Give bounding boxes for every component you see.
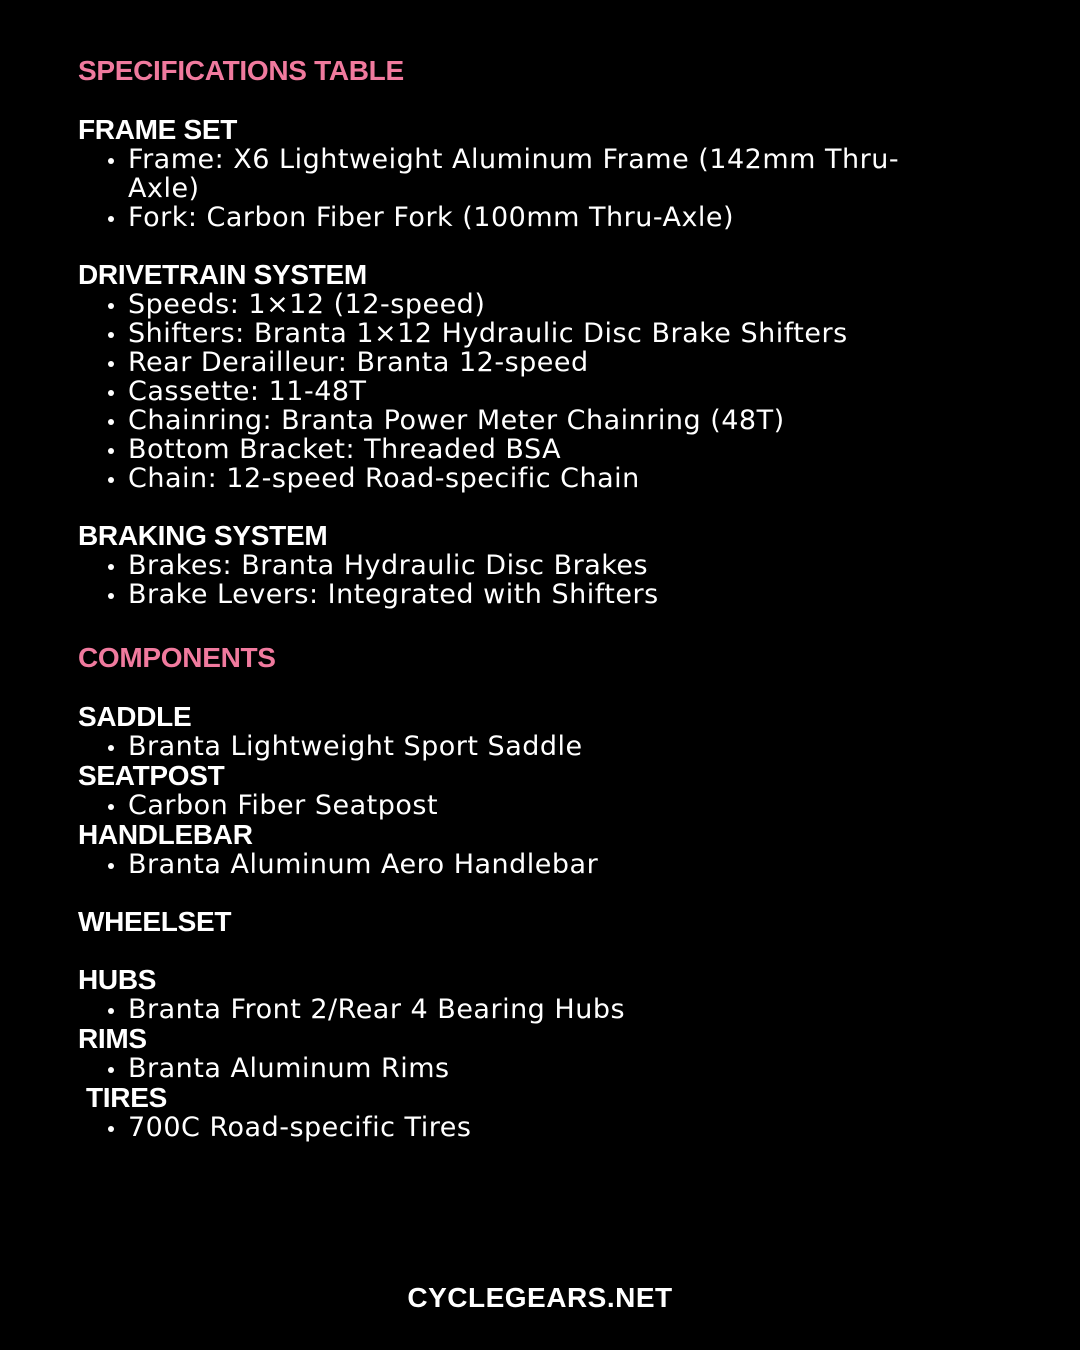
list-item: Carbon Fiber Seatpost — [78, 791, 908, 820]
braking-heading: BRAKING SYSTEM — [78, 520, 328, 551]
drivetrain-heading: DRIVETRAIN SYSTEM — [78, 259, 367, 290]
list-item: Brake Levers: Integrated with Shifters — [78, 580, 908, 609]
list-item: Fork: Carbon Fiber Fork (100mm Thru-Axle) — [78, 203, 908, 232]
hubs-heading: HUBS — [78, 964, 157, 995]
website-footer: CYCLEGEARS.NET — [407, 1282, 673, 1313]
spacer — [78, 879, 978, 907]
braking-list — [78, 551, 978, 609]
saddle-heading: SADDLE — [78, 701, 192, 732]
list-item: Shifters: Branta 1×12 Hydraulic Disc Brake Shifters — [78, 319, 908, 348]
handlebar-heading: HANDLEBAR — [78, 819, 253, 850]
list-item: 700C Road-specific Tires — [78, 1113, 908, 1142]
list-item: Chain: 12-speed Road-specific Chain — [78, 464, 908, 493]
wheelset-heading: WHEELSET — [78, 906, 232, 937]
list-item: Rear Derailleur: Branta 12-speed — [78, 348, 908, 377]
hubs-list — [78, 995, 978, 1024]
list-item: Brakes: Branta Hydraulic Disc Brakes — [78, 551, 908, 580]
spacer — [78, 937, 978, 965]
list-item: Branta Lightweight Sport Saddle — [78, 732, 908, 761]
list-item: Speeds: 1×12 (12-speed) — [78, 290, 908, 319]
list-item: Bottom Bracket: Threaded BSA — [78, 435, 908, 464]
spacer — [78, 609, 978, 642]
tires-heading: TIRES — [86, 1082, 167, 1113]
list-item: Chainring: Branta Power Meter Chainring (48T) — [78, 406, 908, 435]
seatpost-heading: SEATPOST — [78, 760, 225, 791]
list-item: Frame: X6 Lightweight Aluminum Frame (142mm Thru-Axle) — [78, 145, 908, 203]
rims-heading: RIMS — [78, 1023, 147, 1054]
seatpost-list — [78, 791, 978, 820]
spacer — [78, 493, 978, 521]
specifications-title: SPECIFICATIONS TABLE — [78, 55, 404, 86]
spacer — [78, 232, 978, 260]
tires-list — [78, 1113, 978, 1142]
spec-sheet — [78, 55, 978, 1142]
rims-list — [78, 1054, 978, 1083]
list-item: Branta Front 2/Rear 4 Bearing Hubs — [78, 995, 908, 1024]
list-item: Branta Aluminum Aero Handlebar — [78, 850, 908, 879]
drivetrain-list — [78, 290, 978, 493]
list-item: Cassette: 11-48T — [78, 377, 908, 406]
saddle-list — [78, 732, 978, 761]
components-title: COMPONENTS — [78, 642, 276, 673]
spacer — [78, 87, 978, 115]
list-item: Branta Aluminum Rims — [78, 1054, 908, 1083]
frame-set-heading: FRAME SET — [78, 114, 238, 145]
frame-set-list — [78, 145, 978, 232]
spacer — [78, 674, 978, 702]
handlebar-list — [78, 850, 978, 879]
